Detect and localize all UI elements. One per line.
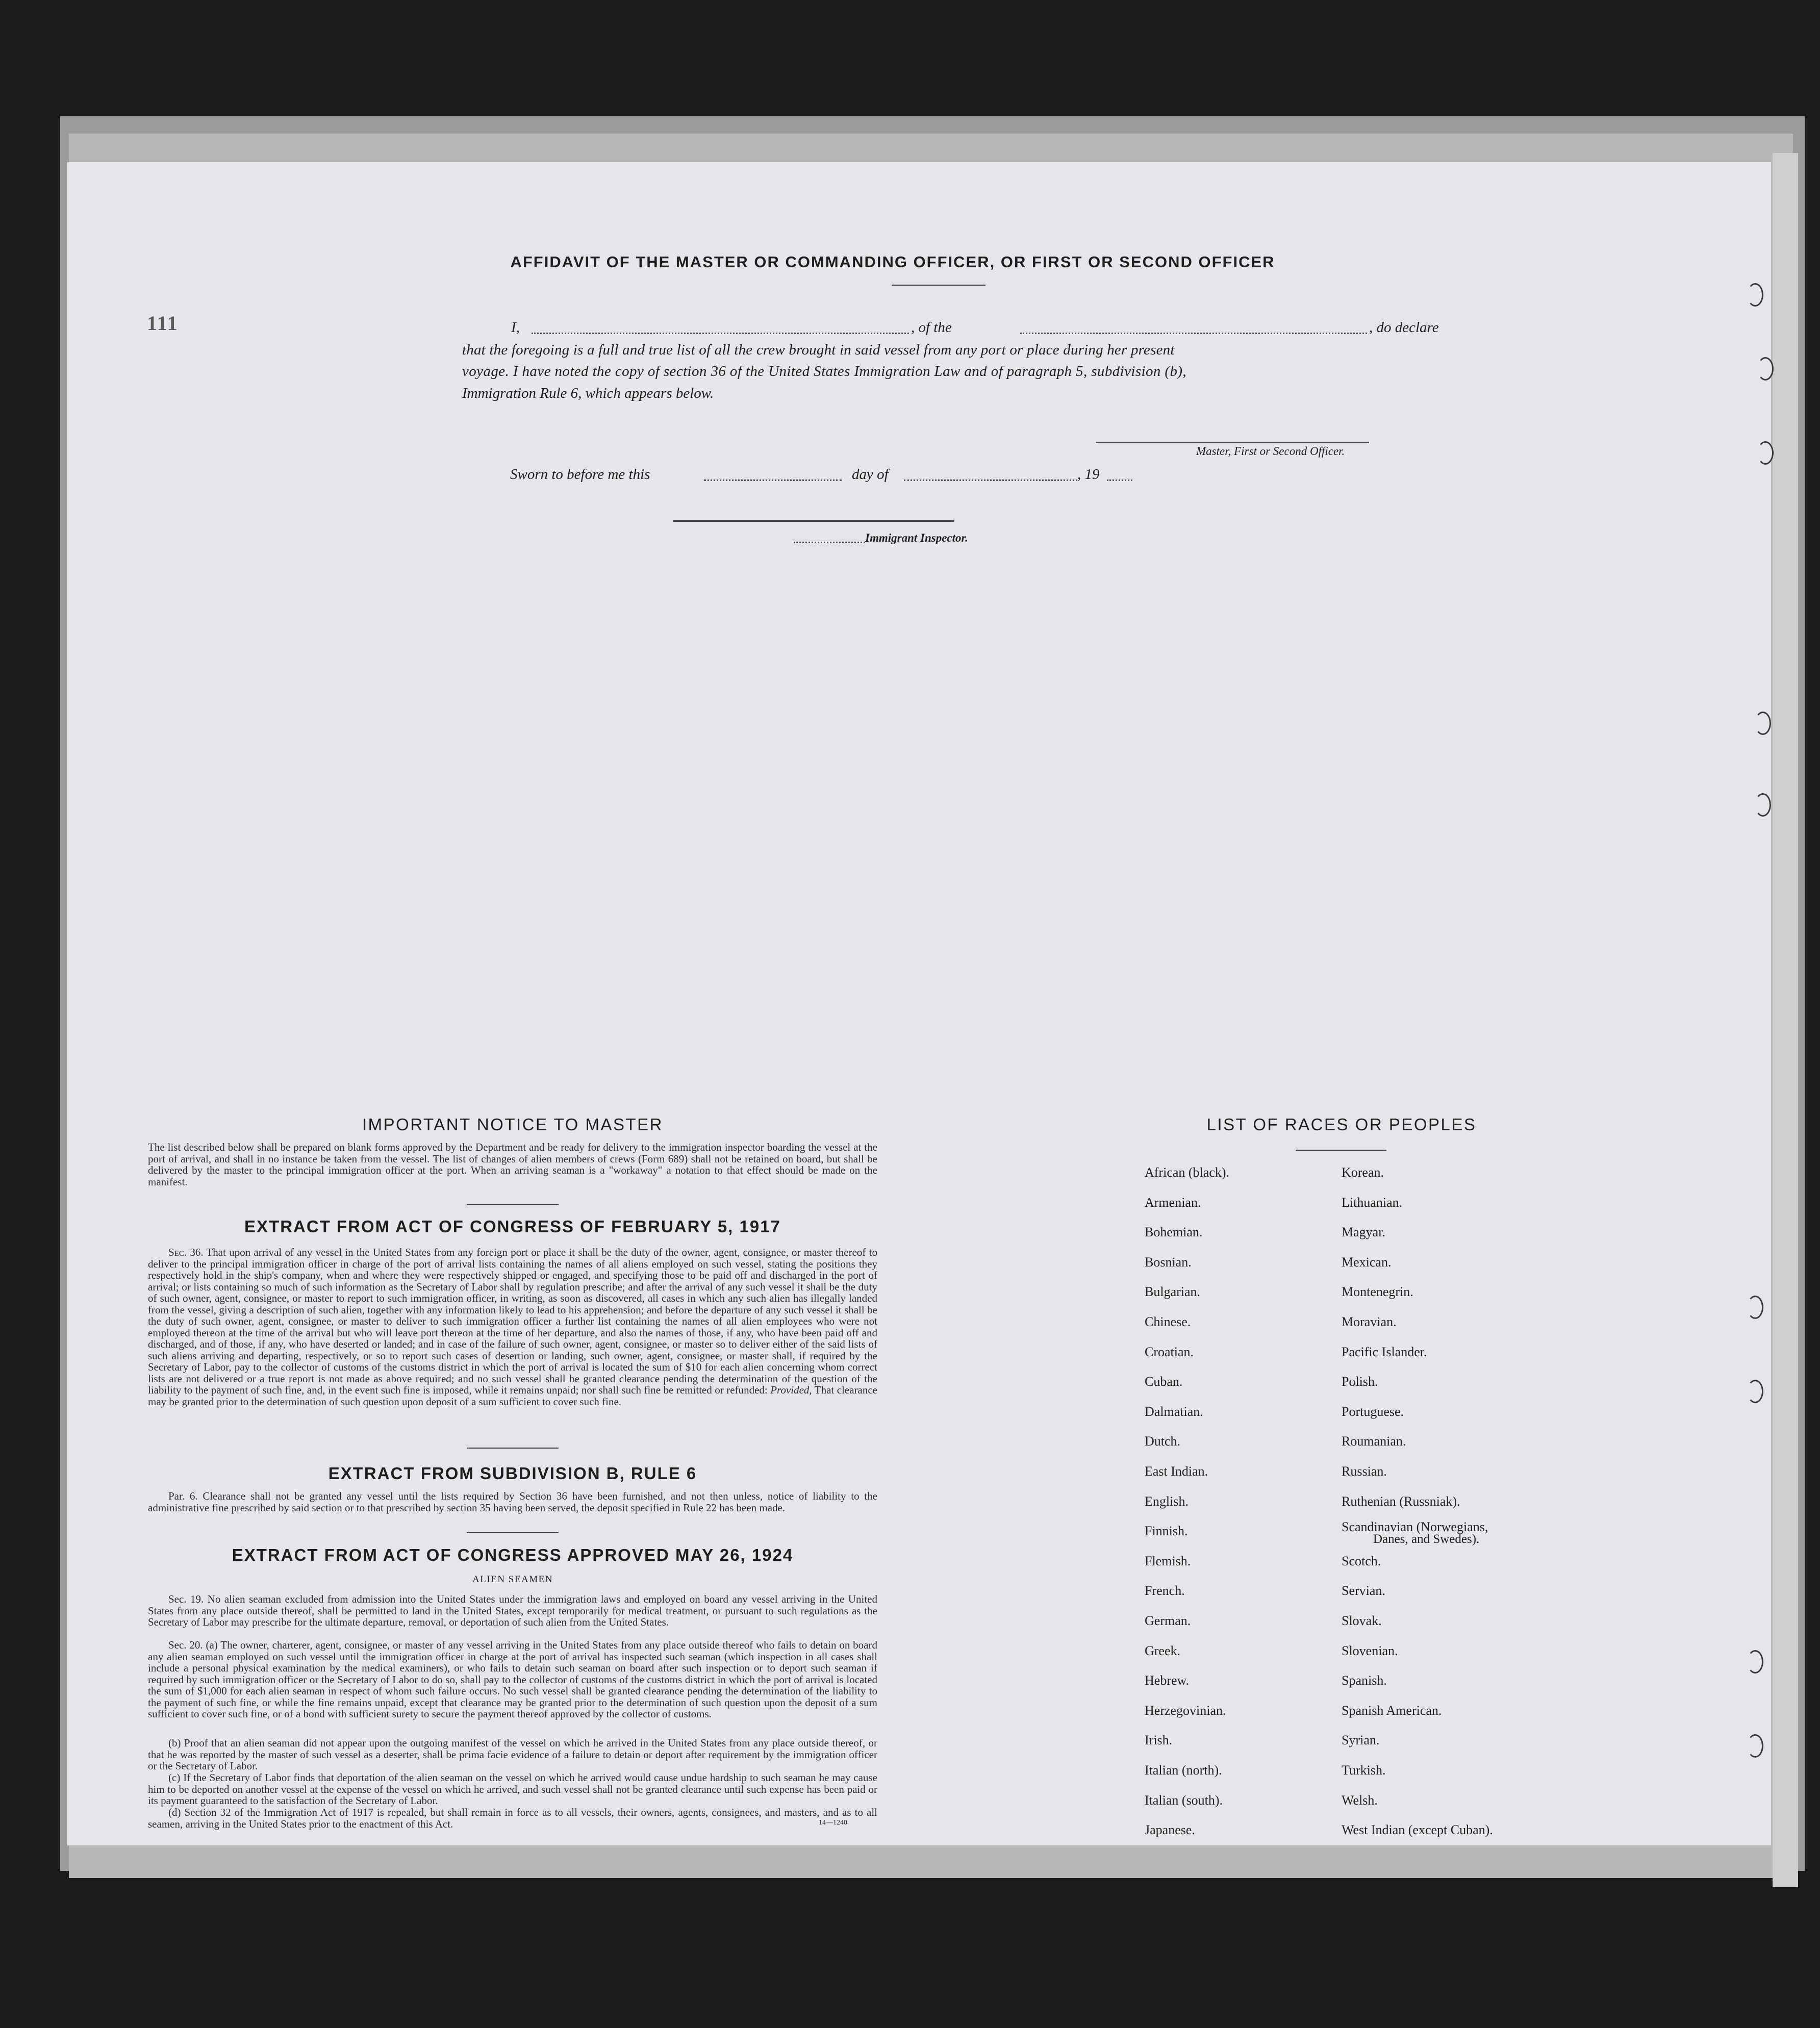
year-label: , 19	[1077, 466, 1100, 483]
race-item: Danes, and Swedes).	[1373, 1532, 1480, 1546]
affidavit-line4: Immigration Rule 6, which appears below.	[462, 385, 714, 401]
provided-label: Provided,	[770, 1384, 812, 1396]
sec-36-label: Sec. 36.	[168, 1246, 204, 1258]
race-item: Flemish.	[1145, 1553, 1191, 1568]
binder-hole-icon	[1757, 357, 1774, 381]
binder-hole-icon	[1747, 1296, 1763, 1319]
race-item: Magyar.	[1342, 1225, 1385, 1240]
race-item: Scandinavian (Norwegians,	[1342, 1519, 1488, 1535]
sec-20b-text: (b) Proof that an alien seaman did not appear upon the outgoing manifest of the vessel on which he arrived in the United States from any place outside thereof, or that he was reported by the master of such vessel as a deserter, shall be prima facie evidence of a failure to detain or deport after requirement by the immigration officer or the Secretary of Labor.	[148, 1737, 877, 1772]
race-item: Irish.	[1145, 1733, 1173, 1748]
race-item: Dutch.	[1145, 1434, 1181, 1449]
race-item: Spanish.	[1342, 1673, 1387, 1688]
of-the-label: , of the	[911, 319, 952, 336]
race-item: Dalmatian.	[1145, 1404, 1203, 1419]
binder-hole-icon	[1755, 712, 1771, 735]
sworn-line	[510, 466, 1173, 487]
race-item: Montenegrin.	[1342, 1284, 1413, 1300]
sworn-month-field[interactable]	[904, 479, 1077, 481]
margin-mark: 111	[147, 312, 179, 335]
race-item: Herzegovinian.	[1145, 1703, 1226, 1718]
race-item: East Indian.	[1145, 1464, 1208, 1479]
race-item: Greek.	[1145, 1643, 1181, 1658]
binder-hole-icon	[1747, 1734, 1763, 1758]
binder-hole-icon	[1755, 793, 1771, 817]
notice-rule	[467, 1204, 559, 1205]
rule6-title: EXTRACT FROM SUBDIVISION B, RULE 6	[328, 1464, 697, 1483]
race-item: Japanese.	[1145, 1822, 1195, 1838]
page-edge-strip	[1773, 153, 1798, 1887]
affidavit-line3: voyage. I have noted the copy of section 36 of the United States Immigration Law and of paragraph 5, subdivision (b),	[462, 363, 1187, 379]
race-item: Moravian.	[1342, 1314, 1397, 1329]
binder-hole-icon	[1747, 1650, 1763, 1674]
race-item: African (black).	[1145, 1165, 1230, 1180]
races-rule	[1296, 1150, 1386, 1151]
sec-19-text: Sec. 19. No alien seaman excluded from admission into the United States under the immigration laws and employed on board any vessel arriving in the United States from any place outside thereof, shall be permitted to land in the United States, except temporarily for medical treatment, or pursuant to such regulations as the Secretary of Labor may prescribe for the ultimate departure, removal, or deportation of such alien from the United States.	[148, 1593, 877, 1628]
sec-36-end: That clearance may be granted prior to the determination of such question upon deposit of a sum sufficient to cover such fine.	[148, 1384, 877, 1408]
race-item: Finnish.	[1145, 1524, 1188, 1539]
race-item: Portuguese.	[1342, 1404, 1404, 1419]
race-item: Italian (north).	[1145, 1763, 1222, 1778]
affidavit-line1	[462, 319, 1523, 340]
race-item: Servian.	[1342, 1583, 1385, 1599]
sworn-year-field[interactable]	[1107, 479, 1132, 481]
master-signature-line[interactable]	[1096, 442, 1369, 443]
race-item: Slovak.	[1342, 1613, 1382, 1628]
race-item: Spanish American.	[1342, 1703, 1442, 1718]
race-item: Hebrew.	[1145, 1673, 1190, 1688]
extract-1917-title: EXTRACT FROM ACT OF CONGRESS OF FEBRUARY 5, 1917	[244, 1217, 781, 1236]
binder-hole-icon	[1757, 441, 1774, 465]
race-item: Slovenian.	[1342, 1643, 1398, 1658]
inspector-signature-label: Immigrant Inspector.	[865, 531, 968, 544]
race-item: West Indian (except Cuban).	[1342, 1822, 1493, 1838]
race-item: Chinese.	[1145, 1314, 1191, 1329]
rule6-rule	[467, 1532, 559, 1533]
sec-20a-text: Sec. 20. (a) The owner, charterer, agent, consignee, or master of any vessel arriving in the United States from any place outside thereof who fails to detain on board any alien seaman employed on such vessel until the immigration officer in charge at the port of arrival has inspected such seaman (which inspection in all cases shall include a personal physical examination by the medical examiners), or who fails to detain such seaman on board after such inspection or to deport such seaman if required by such immigration officer or the Secretary of Labor to do so, shall pay to the collector of customs of the customs district in which the port of arrival is located the sum of $1,000 for each alien seaman in respect of whom such failure occurs. No such vessel shall be granted clearance pending the determination of the liability to the payment of such fine, or while the fine remains unpaid, except that clearance may be granted prior to the determination of such question upon the deposit of a sum sufficient to cover such fine, or of a bond with sufficient surety to secure the payment thereof approved by the collector of customs.	[148, 1639, 877, 1720]
day-of-label: day of	[852, 466, 889, 483]
race-item: English.	[1145, 1493, 1189, 1509]
affidavit-title: AFFIDAVIT OF THE MASTER OR COMMANDING OFFICER, OR FIRST OR SECOND OFFICER	[510, 253, 1275, 271]
race-item: Pacific Islander.	[1342, 1344, 1427, 1359]
binder-hole-icon	[1747, 1380, 1763, 1403]
race-item: Bohemian.	[1145, 1225, 1203, 1240]
alien-seamen-subtitle: ALIEN SEAMEN	[472, 1574, 553, 1585]
notice-text: The list described below shall be prepared on blank forms approved by the Department and be ready for delivery to the immigration inspector boarding the vessel at the port of arrival, and shall in no instance be taken from the vessel. The list of changes of alien members of crews (Form 689) shall not be retained on board, but shall be delivered by the master to the principal immigration officer at the port. When an arriving seaman is a "workaway" a notation to that effect should be made on the manifest.	[148, 1141, 877, 1188]
race-item: Ruthenian (Russniak).	[1342, 1493, 1460, 1509]
race-item: Mexican.	[1342, 1254, 1392, 1270]
race-item: Roumanian.	[1342, 1434, 1406, 1449]
race-item: Croatian.	[1145, 1344, 1194, 1359]
race-item: Scotch.	[1342, 1553, 1381, 1568]
race-item: Bosnian.	[1145, 1254, 1192, 1270]
do-declare-label: , do declare	[1369, 319, 1439, 336]
races-title: LIST OF RACES OR PEOPLES	[1206, 1115, 1477, 1134]
form-number: 14—1240	[819, 1819, 847, 1827]
race-item: Cuban.	[1145, 1374, 1183, 1389]
race-item: Lithuanian.	[1342, 1195, 1403, 1210]
title-underline	[892, 285, 985, 286]
race-item: Welsh.	[1342, 1792, 1378, 1808]
vessel-field[interactable]	[1020, 333, 1367, 334]
sec-20d-text: (d) Section 32 of the Immigration Act of 1917 is repealed, but shall remain in force as to all vessels, their owners, agents, consignees, and masters, and as to all seamen, arriving in the United States prior to the enactment of this Act.	[148, 1806, 877, 1830]
race-item: Polish.	[1342, 1374, 1378, 1389]
name-field[interactable]	[532, 333, 909, 334]
binder-hole-icon	[1747, 283, 1763, 307]
inspector-name-field[interactable]	[794, 542, 865, 543]
sec-36-body: That upon arrival of any vessel in the United States from any foreign port or place it shall be the duty of the owner, agent, consignee, or master thereof to deliver to the principal immigration officer in charge of the port of arrival lists containing the names of all aliens employed on such vessel, stating the positions they respectively hold in the ship's company, when and where they were respectively shipped or engaged, and specifying those to be paid off and discharged in the port of arrival; or lists containing so much of such information as the Secretary of Labor shall by regulation prescribe; and after the arrival of any such vessel it shall be the duty of such owner, agent, consignee, or master to report to such immigration officer, in writing, as soon as discovered, all cases in which any such alien has illegally landed from the vessel, giving a description of such alien, together with any information likely to lead to his apprehension; and before the departure of any such vessel it shall be the duty of such owner, agent, consignee, or master to deliver to such immigration officer a further list containing the names of all alien employees who were not employed thereon at the time of the arrival but who will leave port thereon at the time of her departure, and also the names of those, if any, who have been paid off and discharged, and of those, if any, who have deserted or landed; and in case of the failure of such owner, agent, consignee, or master so to deliver either of the said lists of such aliens arriving and departing, respectively, or so to report such cases of desertion or landing, such owner, agent, consignee, or master shall, if required by the Secretary of Labor, pay to the collector of customs of the customs district in which the port of arrival is located the sum of $10 for each alien concerning whom correct lists are not delivered or a true report is not made as above required; and no such vessel shall be granted clearance pending the determination of the question of the liability to the payment of such fine, and, in the event such fine is imposed, while it remains unpaid; nor shall such fine be remitted or refunded:	[148, 1246, 877, 1396]
i-label: I,	[511, 319, 520, 336]
sworn-day-field[interactable]	[704, 479, 842, 481]
race-item: Italian (south).	[1145, 1792, 1223, 1808]
notice-title: IMPORTANT NOTICE TO MASTER	[362, 1115, 663, 1134]
race-item: Korean.	[1342, 1165, 1384, 1180]
race-item: Bulgarian.	[1145, 1284, 1201, 1300]
race-item: Armenian.	[1145, 1195, 1201, 1210]
race-item: German.	[1145, 1613, 1191, 1628]
extract-1917-text	[148, 1247, 877, 1407]
master-signature-label: Master, First or Second Officer.	[1196, 445, 1345, 458]
race-item: Syrian.	[1342, 1733, 1380, 1748]
race-item: French.	[1145, 1583, 1185, 1599]
race-item: Russian.	[1342, 1464, 1387, 1479]
sworn-label: Sworn to before me this	[510, 466, 650, 483]
extract-1917-rule	[467, 1448, 559, 1449]
sec-20c-text: (c) If the Secretary of Labor finds that deportation of the alien seaman on the vessel on which he arrived would cause undue hardship to such seaman he may cause him to be deported on another vessel at the expense of the vessel on which he arrived, and such vessel shall not be granted clearance until such expense has been paid or its payment guaranteed to the satisfaction of the Secretary of Labor.	[148, 1771, 877, 1807]
extract-1924-title: EXTRACT FROM ACT OF CONGRESS APPROVED MAY 26, 1924	[232, 1545, 794, 1564]
affidavit-line2: that the foregoing is a full and true list of all the crew brought in said vessel from any port or place during her present	[462, 342, 1175, 358]
inspector-signature-line[interactable]	[673, 520, 954, 522]
race-item: Turkish.	[1342, 1763, 1386, 1778]
rule6-text: Par. 6. Clearance shall not be granted any vessel until the lists required by Section 36 have been furnished, and not then unless, notice of liability to the administrative fine prescribed by said section or to that prescribed by section 35 having been served, the deposit specified in Rule 22 has been made.	[148, 1490, 877, 1514]
